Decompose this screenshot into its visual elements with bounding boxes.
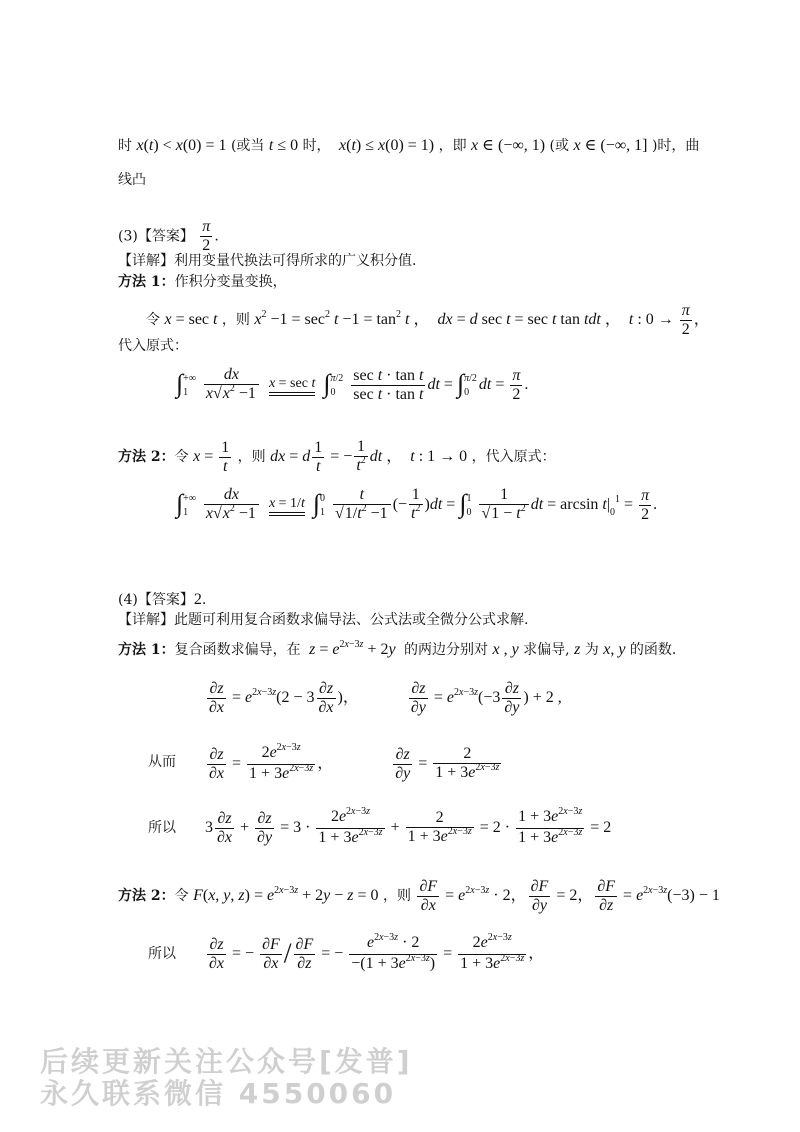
text: 时， <box>302 138 331 154</box>
text: (或 <box>549 138 570 154</box>
text: ，则 <box>237 449 266 466</box>
text: 方法 1： <box>118 274 175 290</box>
math: x ∈ (−∞, 1) <box>471 137 546 154</box>
sec4-congr: 从而 <box>148 754 176 770</box>
math: t ≤ 0 <box>268 137 299 154</box>
text: (3)【答案】 <box>118 228 194 245</box>
math: x(t) ≤ x(0) = 1) <box>339 137 435 154</box>
sec3-m2 <box>118 438 556 477</box>
text: ，即 <box>438 138 467 154</box>
text: 的两边分别对 <box>404 642 489 658</box>
sec3-detail: 【详解】利用变量代换法可得所求的广义积分值. <box>118 253 417 269</box>
text: ，则 <box>221 312 250 329</box>
text: 复合函数求偏导，在 <box>174 642 301 658</box>
math: x, y <box>603 641 626 658</box>
text: 方法 2： <box>118 449 175 466</box>
sec4-eq2: $\frac{\partial z}{\partial x}$ = $\frac{2e^{2x-3z}}{1 + 3e^{2x-3z}}$ ， $\frac{\partial z}{\partial y}$ = $\frac{2}{1 + 3e^{2x-3z}}$ <box>205 744 503 785</box>
sec3-header: (3)【答案】 $\frac{\pi}{2}$ . <box>118 218 219 254</box>
text: ，则 <box>383 888 411 905</box>
math: x(t) < x(0) = 1 <box>136 137 227 154</box>
math: x = sec t <box>164 311 218 329</box>
math: $\frac{\pi}{2}$ <box>202 218 211 254</box>
text: 令 <box>174 449 189 466</box>
sec3-m1-sublabel: 代入原式： <box>118 338 188 354</box>
text: ，代入原式： <box>471 449 556 466</box>
sec4-eq1: $\frac{\partial z}{\partial x}$ = $e^{2x-3z}(2 - 3$ $\frac{\partial z}{\partial x}$ )， $\frac{\partial z}{\partial y}$ = $e^{2x-3z}(-3$ $\frac{\partial z}{\partial y}$ ) + 2 , <box>209 680 562 716</box>
text: (4)【答案】 <box>118 592 194 608</box>
sec2-line2: 线凸 <box>118 172 146 188</box>
text: 为 <box>584 642 599 658</box>
sec3-eq1: ∫ +∞ 1 $\frac{dx}{x√x^2 -1}$ x = sec t ∫ π/2 0 $\frac{\text{sec t · tan t}}{\text{sec t · tan t}}$ dt = ∫ π/2 0 dt = $\frac{\pi}{2}$ . <box>176 366 529 403</box>
sec3-m1 <box>118 272 287 292</box>
math: dx = d $\frac{1}{t}$ = − $\frac{1}{t^2}$ dt ， t : 1 → 0 <box>270 438 468 475</box>
text: 方法 1： <box>118 642 175 658</box>
sec4-m2 <box>118 878 720 915</box>
text: 作积分变量变换， <box>174 274 287 290</box>
sec2-line1 <box>118 136 699 156</box>
sec3-m1-sub <box>146 302 710 339</box>
text: 时 <box>118 138 132 154</box>
text: 令 <box>174 888 189 905</box>
watermark-line1: 后续更新关注公众号[发普] <box>40 1045 413 1078</box>
math: F(x, y, $z) = e^{2x-3z} + 2y - z = 0$ <box>193 885 379 905</box>
math: x = $\frac{1}{t}$ <box>193 439 230 475</box>
math: x ∈ (−∞, 1] <box>573 137 648 154</box>
sec4-m1 <box>118 640 676 662</box>
sec4-suoyi2: 所以 <box>148 946 176 962</box>
text: 的函数. <box>629 642 677 658</box>
watermark-line2: 永久联系微信 4550060 <box>40 1077 397 1110</box>
text: 令 <box>146 312 160 329</box>
sec3-eq2: ∫ +∞ 1 $\frac{dx}{x√x^2 -1}$ x = 1/t ∫ 0 1 $\frac{t}{√1/t^2 -1}$ (− $\frac{1}{t^2}$ )dt = ∫ 1 0 $\frac{1}{√1 - t^2}$ dt = $\arcsin t|_0^1$ = $\frac{\pi}{2}$ . <box>176 486 658 523</box>
math: $\frac{\partial F}{\partial x}$ = $e^{2x-3z} \cdot 2$， $\frac{\partial F}{\partial y}$ = 2， $\frac{\partial F}{\partial z}$ = $e^{2x-3z}(-3) - 1$ <box>419 878 720 914</box>
sec4-header: (4)【答案】2. <box>118 591 207 608</box>
answer: 2 <box>193 591 202 608</box>
sec4-detail: 【详解】此题可利用复合函数求偏导法、公式法或全微分公式求解. <box>118 612 529 628</box>
sec4-eq3: 3 $\frac{\partial z}{\partial x}$ + $\frac{\partial z}{\partial y}$ = 3 · $\frac{2e^{2x-3z}}{1 + 3e^{2x-3z}}$ + $\frac{2}{1 + 3e^{2x-3z}}$ = 2 · $\frac{1 + 3e^{2x-3z}}{1 + 3e^{2x-3z}}$ = 2 <box>205 808 611 849</box>
math: x , y <box>492 641 519 658</box>
text: (或当 <box>230 138 265 154</box>
text: 求偏导, <box>523 642 570 658</box>
text: )时，曲 <box>651 138 700 154</box>
sec4-suoyi1: 所以 <box>148 820 176 836</box>
math: $x^2 -1 = \sec^2 t -1 = \tan^2 t$ ， dx = d sec t = sec t tan tdt ， t : 0 → $\frac{\pi}{2}$ ， <box>254 302 710 338</box>
text: 方法 2： <box>118 888 175 905</box>
math: z <box>574 641 581 658</box>
math: $z = e^{2x-3z} + 2y$ <box>309 639 396 658</box>
sec4-eq4: $\frac{\partial z}{\partial x}$ = − $\frac{\partial F}{\partial x}$ / $\frac{\partial F}{\partial z}$ = − $\frac{e^{2x-3z} \cdot 2}{-(1 + 3e^{2x-3z})}$ = $\frac{2e^{2x-3z}}{1 + 3e^{2x-3z}}$ ， <box>205 934 544 975</box>
